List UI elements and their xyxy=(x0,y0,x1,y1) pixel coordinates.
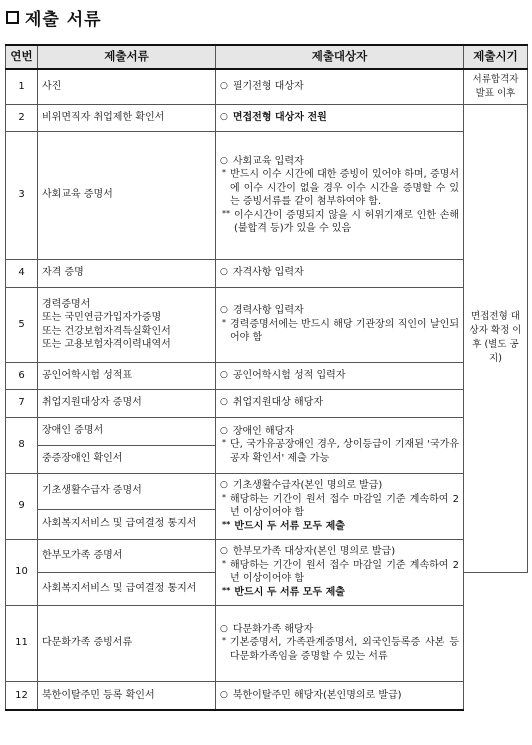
circle-icon: ○ xyxy=(220,305,228,316)
header-no: 연번 xyxy=(6,45,38,69)
row-target: ○ 기초생활수급자(본인 명의로 발급) * 해당하는 기간이 원서 접수 마감일 기준 계속하여 2년 이상이어야 함 ** 반드시 두 서류 모두 제출 xyxy=(216,473,464,539)
table-row xyxy=(6,539,528,572)
circle-icon: ○ xyxy=(220,480,228,490)
header-timing: 제출시기 xyxy=(464,45,528,69)
row-doc: 중증장애인 확인서 xyxy=(38,445,216,473)
submission-table xyxy=(5,44,528,711)
circle-icon: ○ xyxy=(220,623,228,634)
circle-icon: ○ xyxy=(220,81,228,91)
row-no: 8 xyxy=(6,417,38,473)
row-doc: 비위면직자 취업제한 확인서 xyxy=(38,104,216,131)
circle-icon: ○ xyxy=(220,369,228,380)
row-doc: 사진 xyxy=(38,69,216,104)
row-target: ○ 사회교육 입력자 * 반드시 이수 시간에 대한 증빙이 있어야 하며, 증명서에 이수 시간이 없을 경우 이수 시간을 증명할 수 있는 증빙서류를 같이 첨부하여야 함. ** 이수시간이 증명되지 않을 시 허위기재로 인한 손해(불합격 등)가 있을 수 있음 xyxy=(216,131,464,259)
asterisk-icon: * xyxy=(222,438,226,448)
row-doc: 한부모가족 증명서 xyxy=(38,539,216,572)
row-doc: 사회복지서비스 및 급여결정 통지서 xyxy=(38,509,216,539)
table-row xyxy=(6,362,528,389)
circle-icon: ○ xyxy=(220,111,228,122)
row-target: ○ 면접전형 대상자 전원 xyxy=(216,104,464,131)
asterisk-icon: * xyxy=(222,168,226,177)
row-no: 4 xyxy=(6,259,38,287)
double-asterisk-icon: ** xyxy=(222,519,231,529)
table-row xyxy=(6,389,528,417)
row-no: 6 xyxy=(6,362,38,389)
circle-icon: ○ xyxy=(220,425,228,436)
table-row xyxy=(6,473,528,509)
circle-icon: ○ xyxy=(220,546,228,556)
table-row xyxy=(6,259,528,287)
asterisk-icon: * xyxy=(222,636,226,646)
row-target: ○ 공인어학시험 성적 입력자 xyxy=(216,362,464,389)
table-header-row xyxy=(6,45,528,69)
row-no: 7 xyxy=(6,389,38,417)
table-row xyxy=(6,69,528,104)
row-doc: 경력증명서 또는 국민연금가입자가증명 또는 건강보험자격득실확인서 또는 고용보험자격이력내역서 xyxy=(38,287,216,362)
double-asterisk-icon: ** xyxy=(222,585,231,595)
row-doc: 다문화가족 증빙서류 xyxy=(38,605,216,681)
row-doc: 취업지원대상자 증명서 xyxy=(38,389,216,417)
row-doc: 사회복지서비스 및 급여결정 통지서 xyxy=(38,572,216,605)
row-target: ○ 자격사항 입력자 xyxy=(216,259,464,287)
row-target: ○ 취업지원대상 해당자 xyxy=(216,389,464,417)
row-no: 5 xyxy=(6,287,38,362)
row-target: ○ 필기전형 대상자 xyxy=(216,69,464,104)
row-doc: 북한이탈주민 등록 확인서 xyxy=(38,681,216,710)
table-row xyxy=(6,131,528,259)
row-timing: 서류합격자 발표 이후 xyxy=(464,69,528,104)
table-row xyxy=(6,287,528,362)
row-doc: 기초생활수급자 증명서 xyxy=(38,473,216,509)
header-doc: 제출서류 xyxy=(38,45,216,69)
section-title xyxy=(6,4,102,30)
row-target: ○ 경력사항 입력자 * 경력증명서에는 반드시 해당 기관장의 직인이 날인되어야 함 xyxy=(216,287,464,362)
row-no: 3 xyxy=(6,131,38,259)
row-no: 11 xyxy=(6,605,38,681)
row-no: 9 xyxy=(6,473,38,539)
row-no: 12 xyxy=(6,681,38,710)
circle-icon: ○ xyxy=(220,689,228,700)
row-target: ○ 다문화가족 해당자 * 기본증명서, 가족관계증명서, 외국인등록증 사본 등 다문화가족임을 증명할 수 있는 서류 xyxy=(216,605,464,681)
row-doc: 자격 증명 xyxy=(38,259,216,287)
row-timing-merged: 면접전형 대상자 확정 이후 (별도 공지) xyxy=(464,104,528,572)
row-doc: 공인어학시험 성적표 xyxy=(38,362,216,389)
asterisk-icon: * xyxy=(222,317,226,327)
asterisk-icon: * xyxy=(222,558,226,568)
row-no: 1 xyxy=(6,69,38,104)
circle-icon: ○ xyxy=(220,267,228,278)
circle-icon: ○ xyxy=(220,155,228,166)
asterisk-icon: * xyxy=(222,492,226,502)
table-row xyxy=(6,605,528,681)
row-target: ○ 한부모가족 대상자(본인 명의로 발급) * 해당하는 기간이 원서 접수 마감일 기준 계속하여 2년 이상이어야 함 ** 반드시 두 서류 모두 제출 xyxy=(216,539,464,605)
row-target: ○ 장애인 해당자 * 단, 국가유공장애인 경우, 상이등급이 기재된 '국가유공자 확인서' 제출 가능 xyxy=(216,417,464,473)
row-doc: 장애인 증명서 xyxy=(38,417,216,445)
row-no: 10 xyxy=(6,539,38,605)
section-title-text: 제출 서류 xyxy=(25,9,102,30)
checkbox-square-icon xyxy=(6,11,19,24)
table-row xyxy=(6,104,528,131)
row-target: ○ 북한이탈주민 해당자(본인명의로 발급) xyxy=(216,681,464,710)
double-asterisk-icon: ** xyxy=(222,208,230,218)
row-no: 2 xyxy=(6,104,38,131)
header-target: 제출대상자 xyxy=(216,45,464,69)
circle-icon: ○ xyxy=(220,397,228,408)
table-row xyxy=(6,681,528,710)
table-row xyxy=(6,417,528,445)
row-doc: 사회교육 증명서 xyxy=(38,131,216,259)
